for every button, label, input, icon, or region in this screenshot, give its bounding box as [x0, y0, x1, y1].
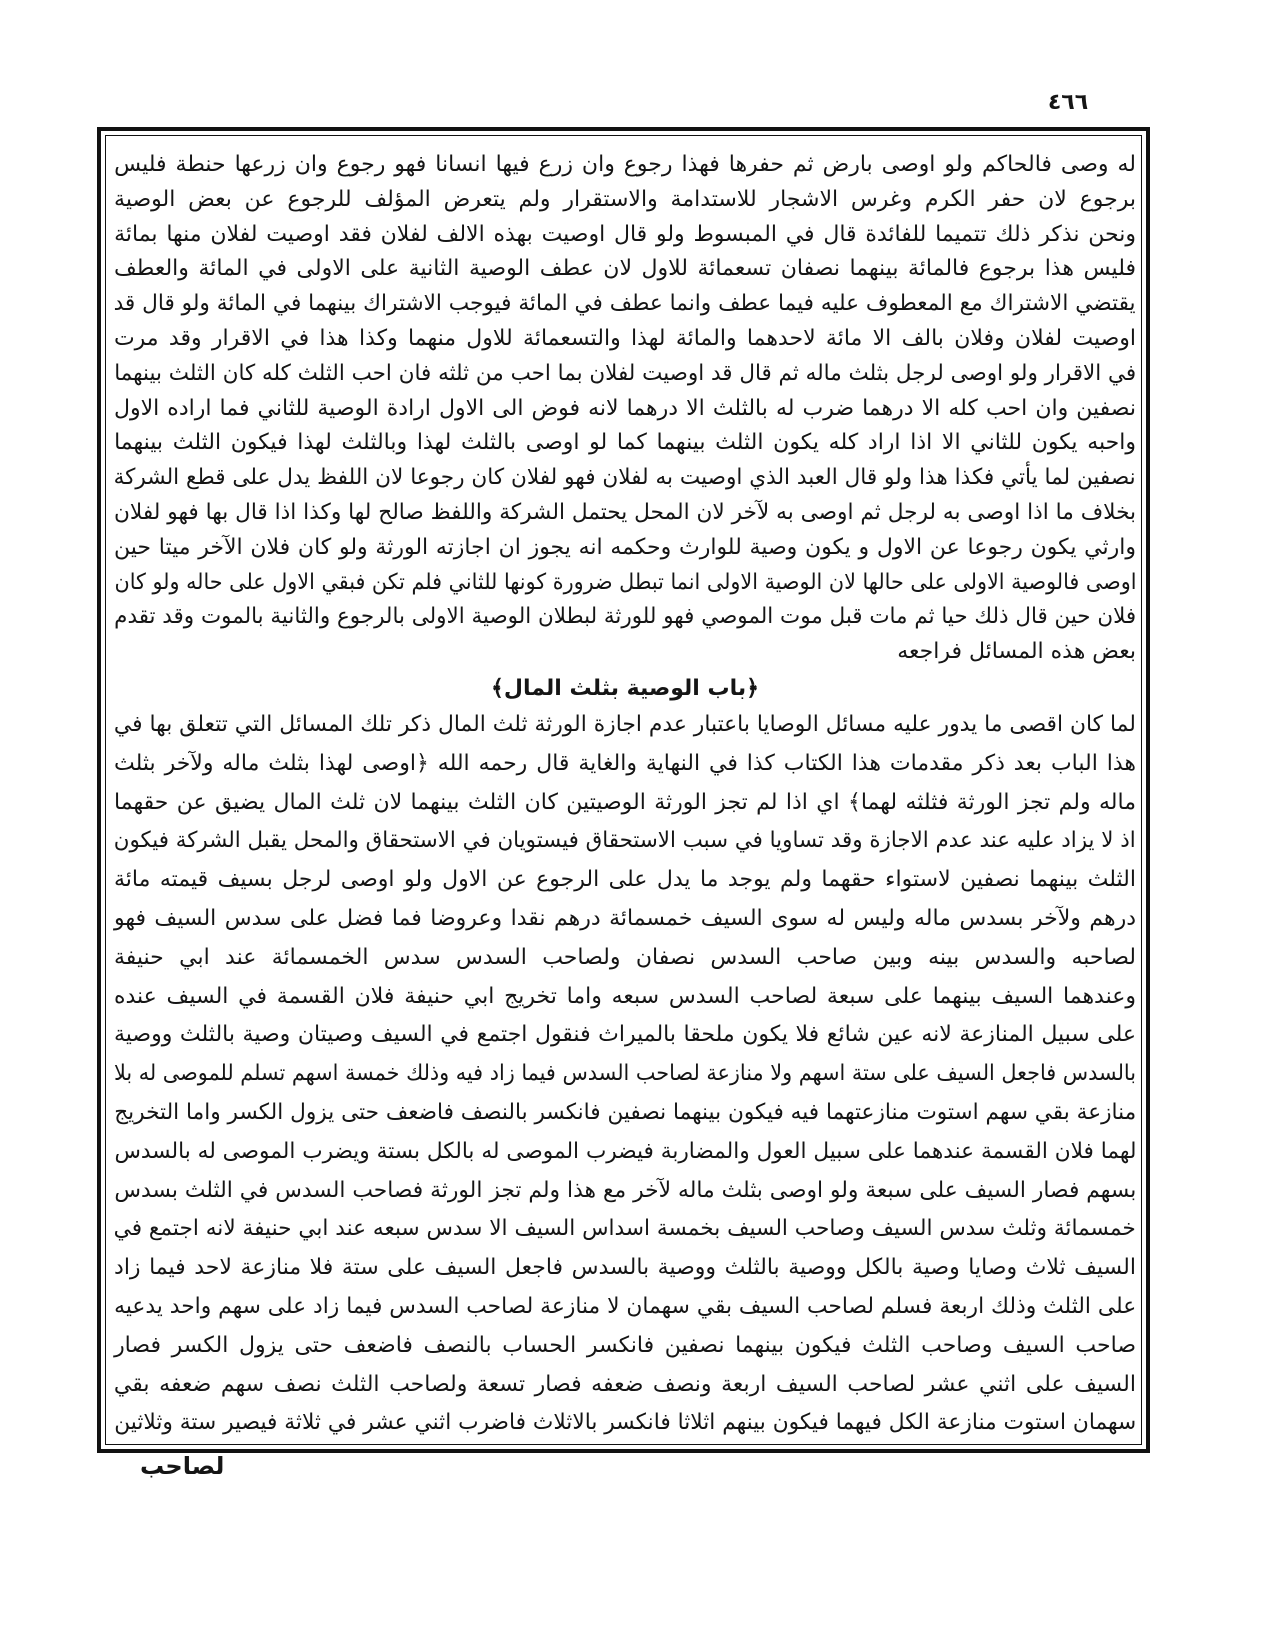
- text-line: [114, 252, 1136, 287]
- text-line: [114, 392, 1136, 427]
- text-line: [114, 900, 1136, 939]
- text-line: [114, 148, 1136, 183]
- paragraph-before-heading: [114, 148, 1136, 670]
- text-line: [114, 322, 1136, 357]
- text-line: [114, 1133, 1136, 1172]
- text-line: [114, 1094, 1136, 1133]
- section-heading: ﴿باب الوصية بثلث المال﴾: [491, 676, 759, 701]
- text-line-content: درهم ولآخر بسدس ماله وليس له سوى السيف خمسمائة درهم نقدا وعروضا فما فضل على سدس السيف فهو: [113, 905, 1136, 931]
- text-line: [114, 1016, 1136, 1055]
- text-line-content: على الثلث وذلك اربعة فسلم لصاحب السيف بقي سهمان لا منازعة لصاحب السدس فيما زاد على سهم واحد يدعيه: [113, 1293, 1136, 1319]
- text-line-content: اوصى فالوصية الاولى على حالها لان الوصية الاولى انما تبطل ضرورة كونها للثاني فلم تكن فبقي الاول على حاله ولو كان: [114, 569, 1136, 595]
- page-number: ٤٦٦: [1047, 90, 1089, 115]
- text-line-content: بخلاف ما اذا اوصى به لرجل ثم اوصى به لآخر لان المحل يحتمل الشركة واللفظ صالح لها وكذا اذا قال بها فهو لفلان: [113, 499, 1136, 525]
- text-line-content: ونحن نذكر ذلك تتميما للفائدة قال في المبسوط ولو قال اوصيت بهذه الالف لفلان فقد اوصيت لفلان منها بمائة: [114, 221, 1136, 247]
- text-line-content: السيف على اثني عشر لصاحب السيف اربعة ونصف ضعفه فصار تسعة ولصاحب الثلث نصف سهم ضعفه بقي: [113, 1371, 1136, 1397]
- text-line: [114, 861, 1136, 900]
- text-line: [114, 600, 1136, 635]
- text-line: [114, 566, 1136, 601]
- text-line: [114, 426, 1136, 461]
- text-line: [114, 1172, 1136, 1211]
- text-line-content: بالسدس فاجعل السيف على ستة اسهم ولا منازعة لصاحب السدس فيما زاد فيه وذلك خمسة اسهم تسلم للموصى له بلا: [113, 1061, 1136, 1087]
- text-line-content: الثلث بينهما نصفين لاستواء حقهما ولم يوجد ما يدل على الرجوع عن الاول ولو اوصى لرجل بسيف قيمته مائة: [113, 867, 1136, 893]
- text-line-content: اوصيت لفلان وفلان بالف الا مائة لاحدهما والمائة لهذا والتسعمائة للاول منهما وكذا هذا في الاقرار وقد مرت: [113, 325, 1136, 351]
- text-line: [114, 822, 1136, 861]
- text-line-content: على سبيل المنازعة لانه عين شائع فلا يكون ملحقا بالميراث فنقول اجتمع في السيف وصيتان وصية بالثلث ووصية: [114, 1022, 1136, 1048]
- catchword: لصاحب: [140, 1452, 225, 1480]
- text-line-content: له وصى فالحاكم ولو اوصى بارض ثم حفرها فهذا رجوع وان زرع فيها انسانا فهو رجوع وان زرعها حنطة فليس: [114, 152, 1136, 177]
- text-line: [114, 745, 1136, 784]
- text-line: [114, 496, 1136, 531]
- text-line-content: بسهم فصار السيف على سبعة ولو اوصى بثلث ماله لآخر مع هذا ولم تجز الورثة فصاحب السدس في الثلث بسدس: [114, 1177, 1136, 1203]
- text-line-content: السيف ثلاث وصايا وصية بالكل ووصية بالثلث ووصية بالسدس فاجعل السيف على ستة فلا منازعة لاحد فيما زاد: [114, 1255, 1136, 1281]
- text-line-content: يقتضي الاشتراك مع المعطوف عليه فيما عطف وانما عطف في المائة فيوجب الاشتراك بينهما في المائة ولو قال قد: [114, 291, 1136, 317]
- text-line: [114, 706, 1136, 745]
- text-line: [114, 1327, 1136, 1366]
- text-line-content: برجوع لان حفر الكرم وغرس الاشجار للاستدامة والاستقرار ولم يتعرض المؤلف للرجوع عن بعض الوصية: [114, 186, 1136, 212]
- text-line-content: وارثي يكون رجوعا عن الاول و يكون وصية للوارث وحكمه انه يجوز ان اجازته الورثة ولو كان فلان الآخر ميتا حين: [114, 534, 1136, 560]
- text-line-content: ماله ولم تجز الورثة فثلثه لهما﴾ اي اذا لم تجز الورثة الوصيتين كان الثلث بينهما لان ثلث المال يضيق عن حقهما: [114, 789, 1136, 815]
- text-line: [114, 1055, 1136, 1094]
- text-line-content: اذ لا يزاد عليه عند عدم الاجازة وقد تساويا في سبب الاستحقاق فيستويان في الاستحقاق والمحل يقبل الشركة فيكون: [114, 828, 1136, 854]
- text-line: [114, 939, 1136, 978]
- text-line: [114, 1210, 1136, 1249]
- text-line-paragraph-end: [114, 635, 1136, 670]
- text-line: [114, 461, 1136, 496]
- text-line: [114, 1366, 1136, 1405]
- text-line-content: لهما فلان القسمة عندهما على سبيل العول والمضاربة فيضرب الموصى له بالكل بستة ويضرب الموصى له بالسدس: [114, 1138, 1136, 1164]
- text-line-content: في الاقرار ولو اوصى لرجل بثلث ماله ثم قال قد اوصيت لفلان بما احب من ثلثه فان احب الثلث كله كان الثلث بينهما: [114, 360, 1136, 386]
- text-line-content: لما كان اقصى ما يدور عليه مسائل الوصايا باعتبار عدم اجازة الورثة ثلث المال ذكر تلك المسائل التي تتعلق بها في: [114, 712, 1136, 737]
- text-line: [114, 1404, 1136, 1443]
- paragraph-after-heading: [114, 706, 1136, 1443]
- text-line: [114, 1288, 1136, 1327]
- text-line: [114, 287, 1136, 322]
- text-line-content: فلان حين قال ذلك حيا ثم مات قبل موت الموصي فهو للورثة لبطلان الوصية الاولى بالرجوع والثانية بالموت وقد تقدم: [114, 604, 1136, 630]
- text-line-content: لصاحبه والسدس بينه وبين صاحب السدس نصفان ولصاحب السدس سدس الخمسمائة عند ابي حنيفة: [113, 944, 1136, 970]
- text-line: [114, 357, 1136, 392]
- text-line-content: واحبه يكون للثاني الا اذا اراد كله يكون الثلث بينهما كما لو اوصى بالثلث لهذا وبالثلث لهذا فيكون الثلث بينهما: [114, 430, 1136, 456]
- text-line: [114, 183, 1136, 218]
- text-line-content: منازعة بقي سهم استوت منازعتهما فيه فيكون بينهما نصفين فانكسر بالنصف فاضعف حتى يزول الكسر واما التخريج: [113, 1099, 1136, 1125]
- text-line-content: بعض هذه المسائل فراجعه: [897, 639, 1136, 665]
- text-line: [114, 784, 1136, 823]
- text-line-content: فليس هذا برجوع فالمائة بينهما نصفان تسعمائة للاول لان عطف الوصية الثانية على الاولى في المائة والعطف: [114, 256, 1136, 282]
- text-line: [114, 1249, 1136, 1288]
- text-line-content: خمسمائة وثلث سدس السيف وصاحب السيف بخمسة اسداس السيف الا سدس سبعه عند ابي حنيفة لانه اجتمع في: [113, 1216, 1136, 1242]
- text-line-content: نصفين لما يأتي فكذا هذا ولو قال العبد الذي اوصيت به لفلان فهو لفلان كان رجوعا لان اللفظ يدل على قطع الشركة: [113, 465, 1136, 491]
- text-line-content: هذا الباب بعد ذكر مقدمات هذا الكتاب كذا في النهاية والغاية قال رحمه الله ﴿اوصى لهذا بثلث ماله ولآخر بثلث: [114, 750, 1136, 776]
- text-line-content: سهمان استوت منازعة الكل فيهما فيكون بينهم اثلاثا فانكسر بالاثلاث فاضرب اثني عشر في ثلاثة فيصير ستة وثلاثين: [114, 1410, 1136, 1436]
- text-line: [114, 978, 1136, 1017]
- text-line-content: صاحب السيف وصاحب الثلث فيكون بينهما نصفين فانكسر الحساب بالنصف فاضعف حتى يزول الكسر فصار: [114, 1332, 1136, 1358]
- text-line: [114, 531, 1136, 566]
- text-line-content: نصفين وان احب كله الا درهما ضرب له بالثلث الا درهما لانه فوض الى الاول ارادة الوصية للثاني فما اراده الاول: [113, 395, 1136, 421]
- text-line: [114, 218, 1136, 253]
- text-line-content: وعندهما السيف بينهما على سبعة لصاحب السدس سبعه واما تخريج ابي حنيفة فلان القسمة في السيف عنده: [113, 983, 1136, 1009]
